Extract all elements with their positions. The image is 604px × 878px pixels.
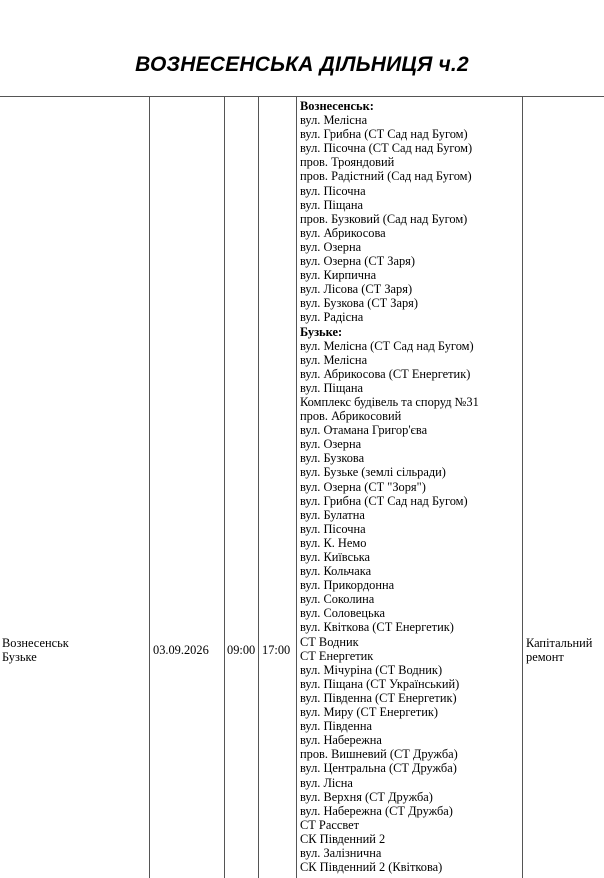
address-item: пров. Вишневий (СТ Дружба) [300, 747, 458, 762]
address-item: вул. Озерна (СТ "Зоря") [300, 479, 426, 494]
address-item: вул. Грибна (СТ Сад над Бугом) [300, 127, 468, 142]
table-top-border [0, 96, 604, 97]
address-item: вул. Мелісна (СТ Сад над Бугом) [300, 338, 474, 353]
address-item: вул. Бузкова (СТ Заря) [300, 296, 419, 311]
work-type-cell [526, 636, 602, 664]
address-item: СТ Рассвет [300, 817, 360, 832]
address-item: вул. Соловецька [300, 606, 386, 621]
column-divider [224, 96, 225, 878]
address-item: вул. Соколина [300, 592, 375, 607]
outage-table [0, 96, 604, 878]
column-divider [296, 96, 297, 878]
column-divider [149, 96, 150, 878]
address-item: вул. Залізнична [300, 845, 382, 860]
address-item: вул. Київська [300, 550, 371, 564]
address-item: вул. Бузьке (землі сільради) [300, 465, 446, 480]
address-group-heading: Вознесенськ: [300, 99, 374, 113]
address-item: вул. Центральна (СТ Дружба) [300, 761, 457, 776]
work-type-line: Капітальний [526, 636, 593, 650]
address-item: вул. Пісочна [300, 183, 366, 198]
address-group-heading: Бузьке: [300, 324, 343, 339]
address-item: вул. Піщана [300, 197, 364, 212]
address-item: вул. Набережна (СТ Дружба) [300, 803, 453, 818]
address-item: вул. Мелісна [300, 113, 368, 128]
address-item: вул. Піщана [300, 380, 364, 395]
address-item: вул. Грибна (СТ Сад над Бугом) [300, 493, 468, 508]
page-title: ВОЗНЕСЕНСЬКА ДІЛЬНИЦЯ ч.2 [135, 53, 469, 76]
address-item: вул. Пісочна [300, 521, 366, 536]
address-item: СТ Водник [300, 634, 359, 649]
address-item: СТ Енергетик [300, 648, 374, 663]
address-item: вул. К. Немо [300, 535, 367, 550]
address-item: вул. Лісна [300, 775, 353, 790]
address-item: вул. Радісна [300, 310, 364, 325]
address-item: вул. Набережна [300, 733, 382, 748]
address-item: пров. Абрикосовий [300, 409, 402, 424]
address-list [300, 99, 522, 874]
address-item: вул. Піщана (СТ Український) [300, 676, 460, 691]
work-type-line: ремонт [526, 650, 564, 665]
address-item: вул. Південна (СТ Енергетик) [300, 690, 457, 705]
address-item: пров. Бузковий (Сад над Бугом) [300, 211, 468, 226]
column-divider [522, 96, 523, 878]
address-item: вул. Пісочна (СТ Сад над Бугом) [300, 141, 473, 156]
address-item: СК Південний 2 [300, 831, 386, 846]
address-item: вул. Озерна [300, 239, 362, 254]
time-to-cell: 17:00 [262, 643, 291, 657]
address-item: вул. Озерна (СТ Заря) [300, 254, 416, 269]
address-item: вул. Отамана Григор'єва [300, 423, 428, 438]
address-item: пров. Трояндовий [300, 155, 395, 170]
address-item: вул. Квіткова (СТ Енергетик) [300, 620, 454, 635]
address-item: пров. Радістний (Сад над Бугом) [300, 169, 472, 184]
address-item: вул. Кирпична [300, 268, 377, 283]
locality-cell [2, 636, 146, 664]
address-item: вул. Мелісна [300, 352, 368, 367]
address-item: СК Південний 2 (Квіткова) [300, 860, 443, 875]
address-item: вул. Абрикосова (СТ Енергетик) [300, 366, 471, 381]
address-item: вул. Кольчака [300, 564, 372, 579]
address-item: вул. Лісова (СТ Заря) [300, 282, 413, 297]
address-item: Комплекс будівель та споруд №31 [300, 394, 479, 409]
address-item: вул. Мічуріна (СТ Водник) [300, 662, 443, 677]
date-cell: 03.09.2026 [153, 643, 209, 657]
locality-line: Бузьке [2, 650, 37, 665]
address-item: вул. Бузкова [300, 451, 365, 466]
address-item: вул. Верхня (СТ Дружба) [300, 789, 433, 804]
column-divider [258, 96, 259, 878]
address-item: вул. Прикордонна [300, 578, 395, 593]
time-from-cell: 09:00 [227, 643, 256, 657]
address-item: вул. Південна [300, 719, 372, 734]
locality-line: Вознесенськ [2, 636, 69, 650]
address-item: вул. Абрикосова [300, 225, 386, 240]
address-item: вул. Миру (СТ Енергетик) [300, 705, 438, 720]
address-item: вул. Булатна [300, 507, 365, 522]
address-item: вул. Озерна [300, 437, 362, 452]
